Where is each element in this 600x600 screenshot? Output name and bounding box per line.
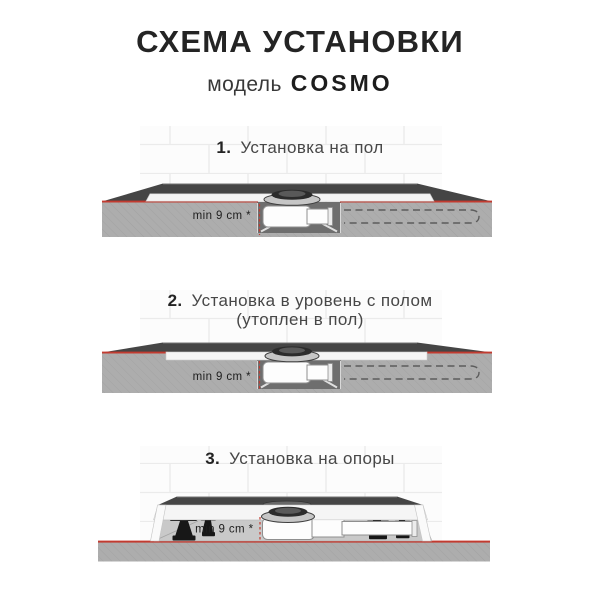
min-depth-label: min 9 cm * — [195, 523, 254, 536]
step-subtitle: (утоплен в пол) — [236, 310, 364, 329]
floor-slab — [98, 542, 490, 562]
step-title: Установка в уровень с полом — [191, 291, 433, 310]
model-line — [0, 70, 600, 97]
step-number: 1. — [216, 138, 232, 157]
waterproofing-line-left — [102, 352, 168, 354]
step-number: 3. — [205, 449, 221, 468]
model-name: COSMO — [290, 70, 393, 96]
step-title: Установка на пол — [240, 138, 384, 157]
min-depth-label: min 9 cm * — [192, 371, 251, 383]
step-title: Установка на опоры — [229, 449, 395, 468]
page-title: СХЕМА УСТАНОВКИ — [136, 24, 464, 59]
step-number: 2. — [167, 291, 183, 310]
drain-siphon — [263, 206, 333, 227]
drain-outlet-pipe — [342, 522, 414, 536]
step-1-heading — [0, 139, 600, 156]
step-3-heading — [0, 450, 600, 467]
drain-siphon — [263, 362, 333, 383]
step-2-heading — [0, 292, 600, 328]
model-label: модель — [207, 73, 282, 96]
waterproofing-line-right — [426, 352, 492, 354]
min-depth-label: min 9 cm * — [192, 210, 251, 222]
